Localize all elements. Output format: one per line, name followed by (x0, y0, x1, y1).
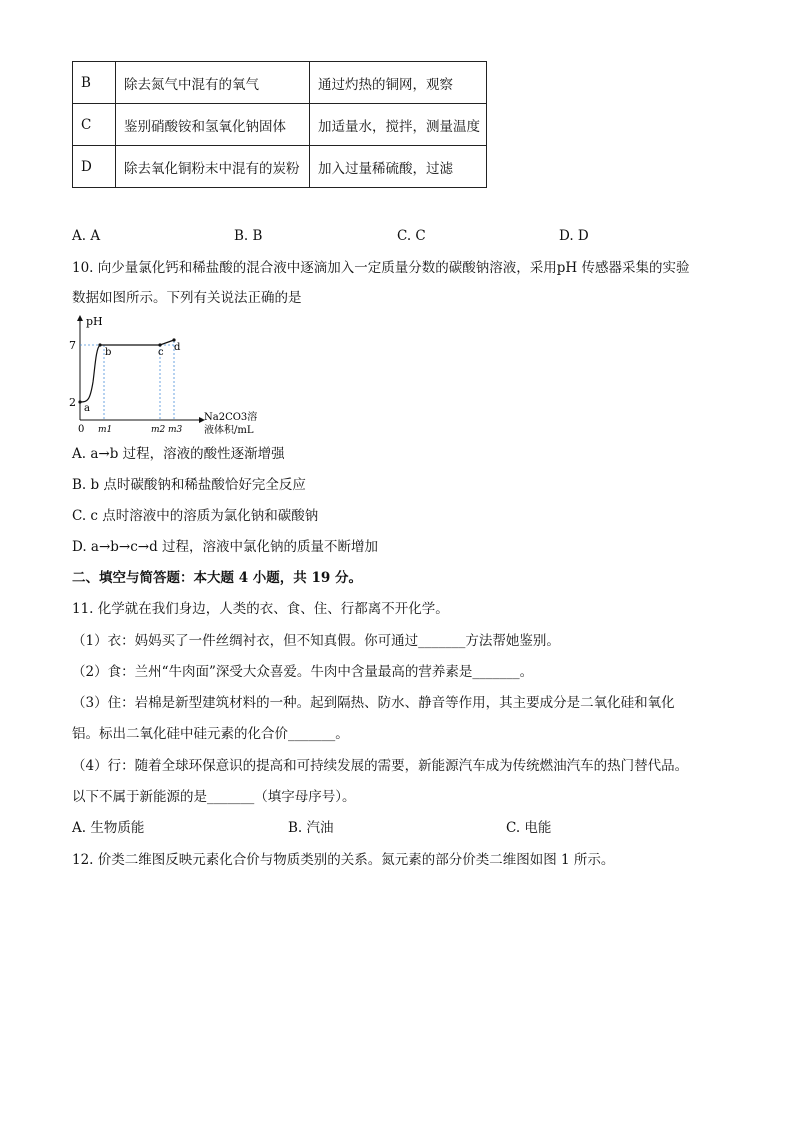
x-tick-m3: m3 (168, 425, 183, 435)
q9-choice-c: C. C (397, 228, 426, 244)
label-b: b (105, 347, 112, 358)
row-purpose: 除去氮气中混有的氧气 (116, 62, 310, 104)
q11-stem: 11. 化学就在我们身边，人类的衣、食、住、行都离不开化学。 (72, 601, 449, 617)
ph-graph (66, 312, 266, 438)
row-label: D (73, 146, 116, 188)
q11-part3-line1: （3）住：岩棉是新型建筑材料的一种。起到隔热、防水、静音等作用，其主要成分是二氧化硅和氧化 (72, 695, 675, 711)
options-table (72, 61, 487, 188)
point-a (78, 400, 81, 403)
q9-choice-d: D. D (559, 228, 589, 244)
table-row (73, 104, 487, 146)
row-method: 通过灼热的铜网，观察 (310, 62, 487, 104)
table-row (73, 146, 487, 188)
q11-part4-line1: （4）行：随着全球环保意识的提高和可持续发展的需要，新能源汽车成为传统燃油汽车的热门替代品。 (72, 758, 689, 774)
q10-option-b: B. b 点时碳酸钠和稀盐酸恰好完全反应 (72, 477, 306, 493)
q11-part1: （1）衣：妈妈买了一件丝绸衬衣，但不知真假。你可通过_______方法帮她鉴别。 (72, 633, 560, 649)
q9-choice-b: B. B (234, 228, 263, 244)
x-axis-label-line2: 液体积/mL (204, 425, 254, 436)
q11-part2: （2）食：兰州“牛肉面”深受大众喜爱。牛肉中含量最高的营养素是_______。 (72, 664, 534, 680)
origin-label: 0 (78, 424, 85, 435)
q10-option-c: C. c 点时溶液中的溶质为氯化钠和碳酸钠 (72, 508, 319, 524)
table-row (73, 62, 487, 104)
label-d: d (174, 342, 181, 353)
q11-choice-c: C. 电能 (506, 820, 552, 836)
q12-stem: 12. 价类二维图反映元素化合价与物质类别的关系。氮元素的部分价类二维图如图 1 所示。 (72, 852, 615, 868)
y-axis-label: pH (86, 315, 103, 328)
label-c: c (158, 347, 164, 358)
row-method: 加入过量稀硫酸，过滤 (310, 146, 487, 188)
x-tick-m2: m2 (151, 425, 166, 435)
q11-part4-line2: 以下不属于新能源的是_______（填字母序号）。 (72, 789, 356, 805)
q10-option-a: A. a→b 过程，溶液的酸性逐渐增强 (72, 446, 285, 462)
section-heading: 二、填空与简答题：本大题 4 小题，共 19 分。 (72, 570, 362, 586)
q11-choice-b: B. 汽油 (288, 820, 334, 836)
row-method: 加适量水，搅拌，测量温度 (310, 104, 487, 146)
y-tick-7: 7 (69, 339, 76, 352)
q10-stem-line1: 10. 向少量氯化钙和稀盐酸的混合液中逐滴加入一定质量分数的碳酸钠溶液，采用pH 传感器采集的实验 (72, 260, 690, 276)
x-axis-label-line1: Na2CO3溶 (204, 412, 258, 423)
row-purpose: 鉴别硝酸铵和氢氧化钠固体 (116, 104, 310, 146)
y-tick-2: 2 (69, 396, 76, 409)
label-a: a (84, 403, 90, 414)
q10-stem-line2: 数据如图所示。下列有关说法正确的是 (72, 290, 302, 306)
point-b (98, 343, 101, 346)
q11-part3-line2: 铝。标出二氧化硅中硅元素的化合价_______。 (72, 726, 349, 742)
q9-choice-a: A. A (72, 228, 101, 244)
row-label: C (73, 104, 116, 146)
q10-option-d: D. a→b→c→d 过程，溶液中氯化钠的质量不断增加 (72, 539, 379, 555)
x-tick-m1: m1 (98, 425, 113, 435)
row-purpose: 除去氧化铜粉末中混有的炭粉 (116, 146, 310, 188)
q11-choice-a: A. 生物质能 (72, 820, 145, 836)
row-label: B (73, 62, 116, 104)
